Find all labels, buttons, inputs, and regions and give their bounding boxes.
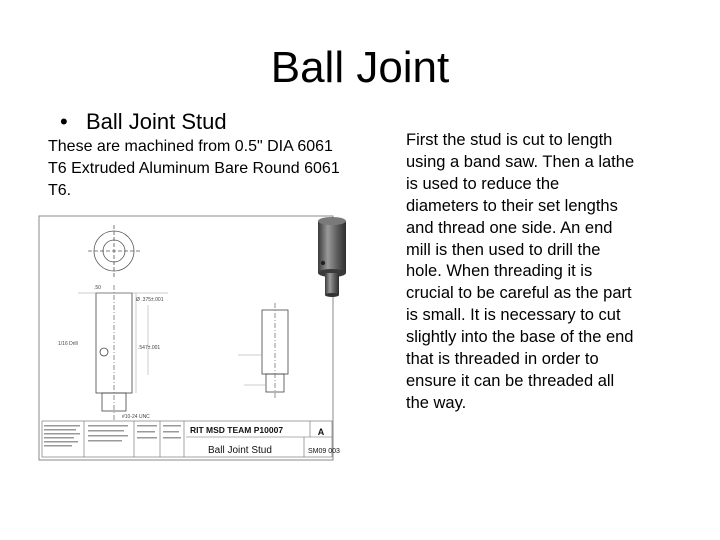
material-description: These are machined from 0.5" DIA 6061 T6 Extruded Aluminum Bare Round 6061 T6.	[48, 138, 340, 199]
part-number: SM09 003	[308, 448, 340, 455]
slide-title: Ball Joint	[270, 43, 450, 92]
dim-top-label: .50	[94, 285, 101, 291]
part-name: Ball Joint Stud	[208, 445, 272, 456]
revision-letter: A	[317, 427, 325, 437]
dim-hole: 1/16 Drill	[58, 341, 78, 347]
team-label: RIT MSD TEAM P10007	[190, 425, 284, 435]
process-description: First the stud is cut to length using a band saw. Then a lathe is used to reduce the diameters to their set lengths and thread one side. An end mill is then used to drill the hole. When threading it is crucial to be careful as the part is small. It is necessary to cut slightly into the base of the end that is threaded in order to ensure it can be threaded all the way.	[406, 131, 635, 412]
bullet-item	[60, 108, 227, 136]
bullet-text: Ball Joint Stud	[86, 109, 227, 134]
dim-length: .547±.001	[138, 345, 161, 351]
drawing-border	[39, 216, 333, 460]
dim-diameter: Ø .375±.001	[136, 297, 164, 303]
engineering-drawing	[38, 215, 340, 461]
dim-thread: #10-24 UNC	[122, 414, 150, 420]
bullet-symbol: •	[60, 109, 68, 134]
